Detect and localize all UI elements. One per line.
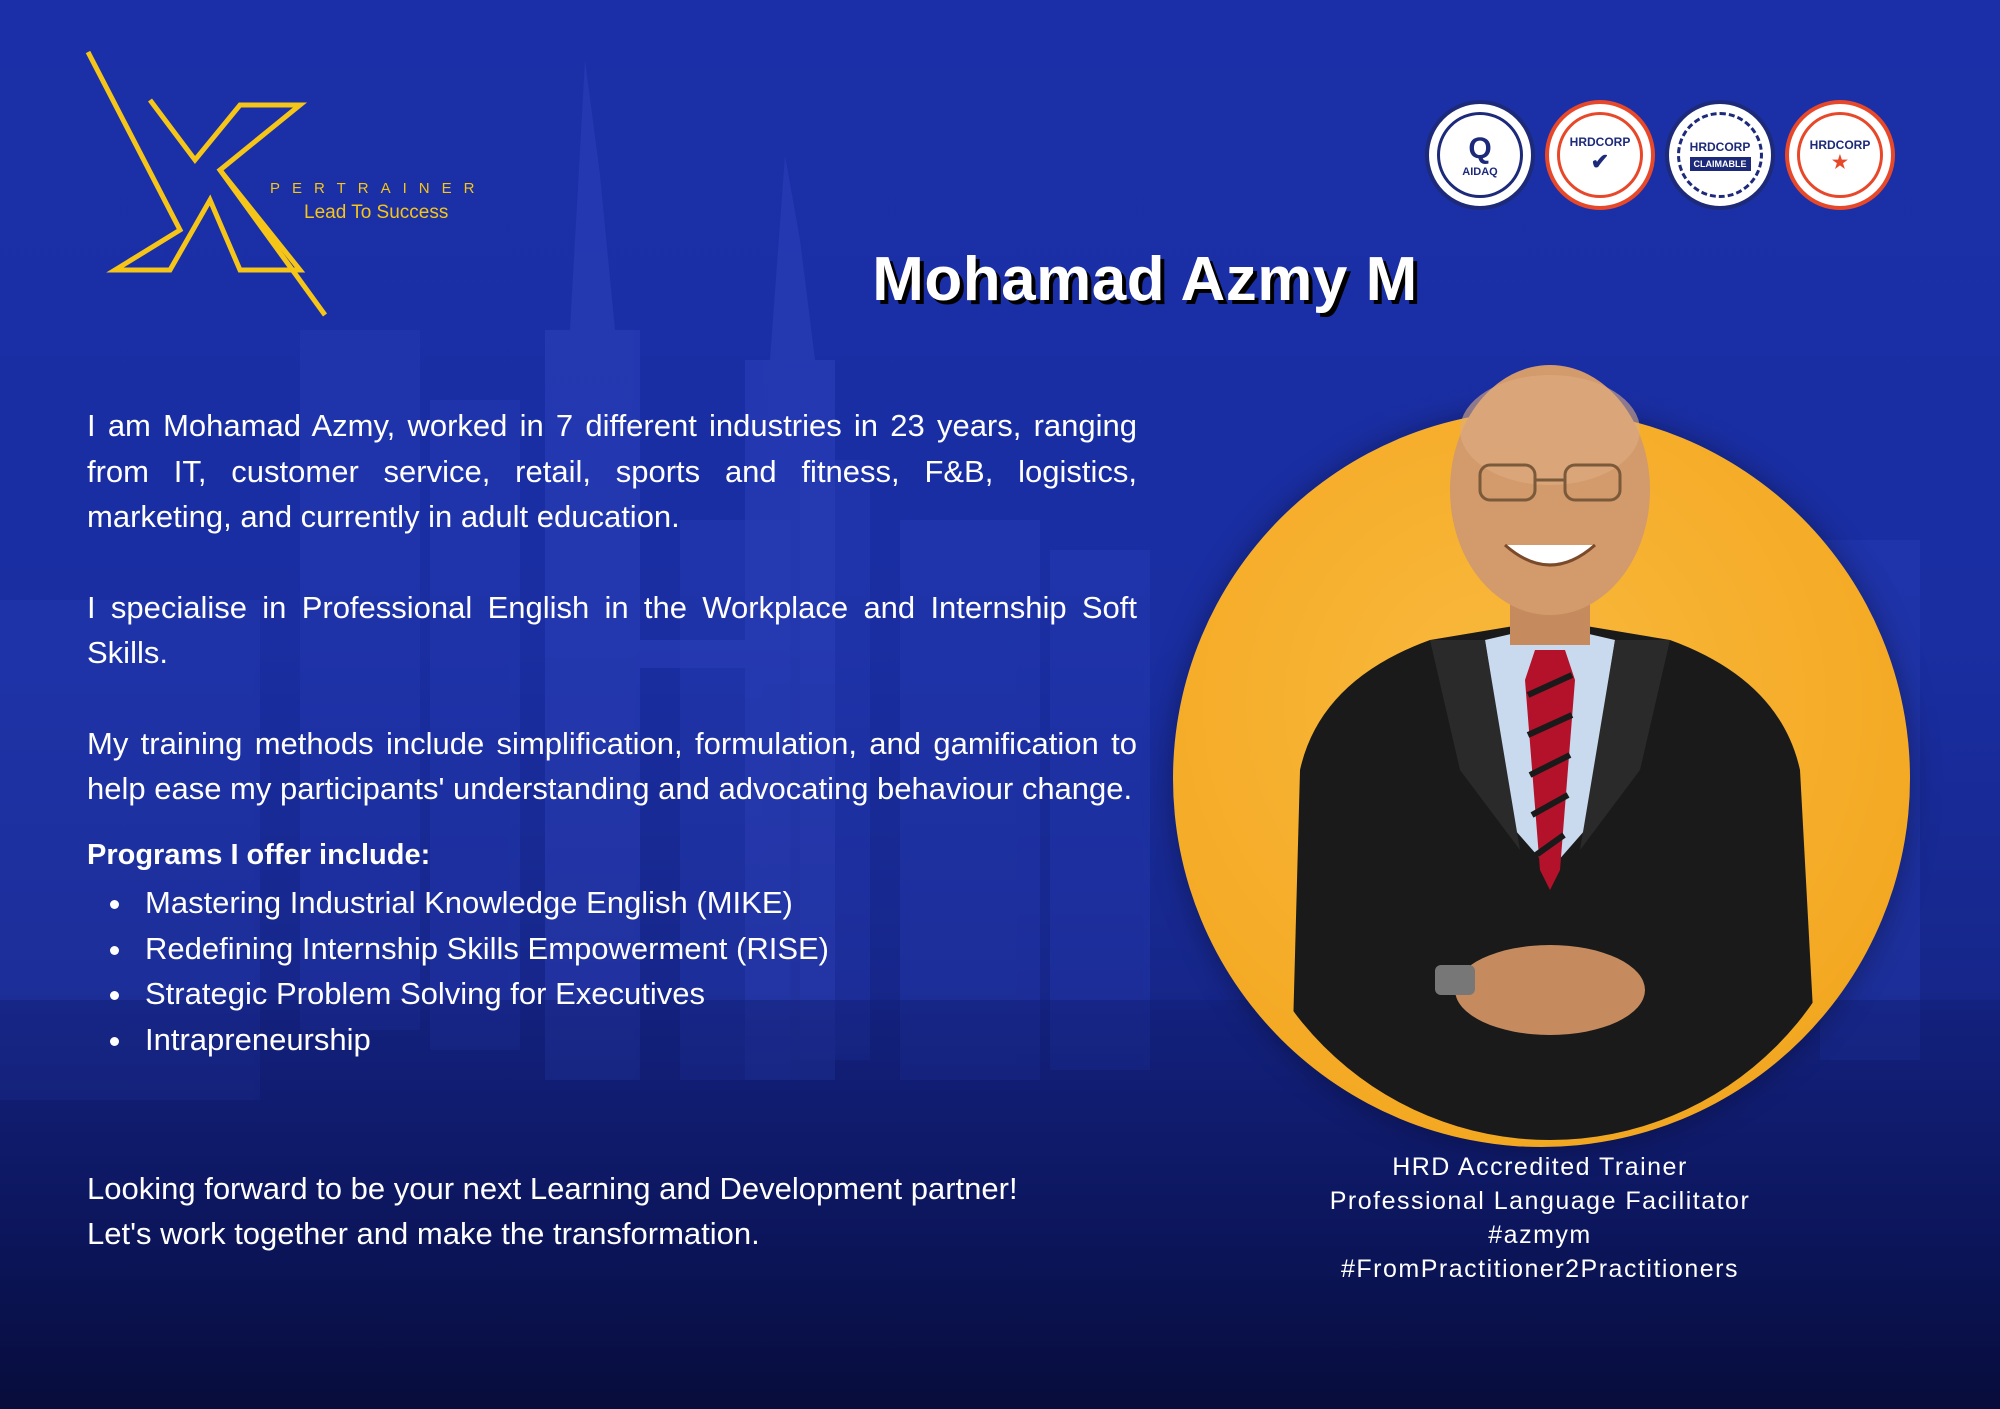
bio-paragraph-1: I am Mohamad Azmy, worked in 7 different industries in 23 years, ranging from IT, customer service, retail, sports and fitness, F&B, logistics, marketing, and currently in adult education.	[87, 408, 1137, 534]
program-label: Strategic Problem Solving for Executives	[145, 976, 705, 1011]
programs-title: Programs I offer include:	[87, 838, 431, 871]
program-item	[87, 926, 1137, 972]
trainer-caption	[1240, 1150, 1840, 1286]
caption-line-2: Professional Language Facilitator	[1329, 1187, 1751, 1215]
program-label: Redefining Internship Skills Empowerment (RISE)	[145, 930, 829, 966]
aidaq-badge-icon: Q AIDAQ	[1425, 100, 1535, 210]
program-item	[87, 880, 1137, 926]
aidaq-badge-text: AIDAQ	[1462, 166, 1498, 178]
bio-section	[87, 403, 1137, 1062]
closing-line-2: Let's work together and make the transformation.	[87, 1216, 760, 1251]
closing-message	[87, 1166, 1018, 1256]
hrd-registered-badge-icon: HRDCORP ✔	[1545, 100, 1655, 210]
trainer-name-heading: Mohamad Azmy M	[872, 245, 1418, 314]
programs-list	[87, 880, 1137, 1062]
hrd-claimable-badge-icon: HRDCORP CLAIMABLE	[1665, 100, 1775, 210]
bullet-icon	[110, 991, 119, 1000]
logo-tagline: Lead To Success	[304, 202, 449, 223]
caption-line-1: HRD Accredited Trainer	[1392, 1153, 1688, 1181]
program-label: Mastering Industrial Knowledge English (MIKE)	[145, 885, 793, 920]
logo-brand-text: PERTRAINER	[270, 180, 487, 197]
hrd-accredited-badge-icon: HRDCORP ★	[1785, 100, 1895, 210]
bullet-icon	[110, 900, 119, 909]
program-item	[87, 1017, 1137, 1063]
bullet-icon	[110, 1037, 119, 1046]
caption-line-4: #FromPractitioner2Practitioners	[1340, 1255, 1739, 1283]
bullet-icon	[110, 946, 119, 955]
program-item	[87, 971, 1137, 1017]
certification-badges	[1425, 100, 1895, 212]
hrd-accredited-badge-text: HRDCORP	[1809, 137, 1871, 152]
trainer-portrait-image	[1230, 350, 1870, 1140]
program-label: Intrapreneurship	[145, 1021, 371, 1057]
hrd-registered-badge-text: HRDCORP	[1569, 135, 1631, 149]
closing-line-1: Looking forward to be your next Learning and Development partner!	[87, 1171, 1018, 1206]
hrd-claimable-badge-text: HRDCORP	[1689, 139, 1751, 154]
bio-paragraph-2: I specialise in Professional English in the Workplace and Internship Soft Skills.	[87, 589, 1137, 670]
caption-line-3: #azmym	[1488, 1221, 1592, 1249]
bio-paragraph-3: My training methods include simplification, formulation, and gamification to help ease my participants' understanding and advocating behaviour change.	[87, 725, 1137, 806]
